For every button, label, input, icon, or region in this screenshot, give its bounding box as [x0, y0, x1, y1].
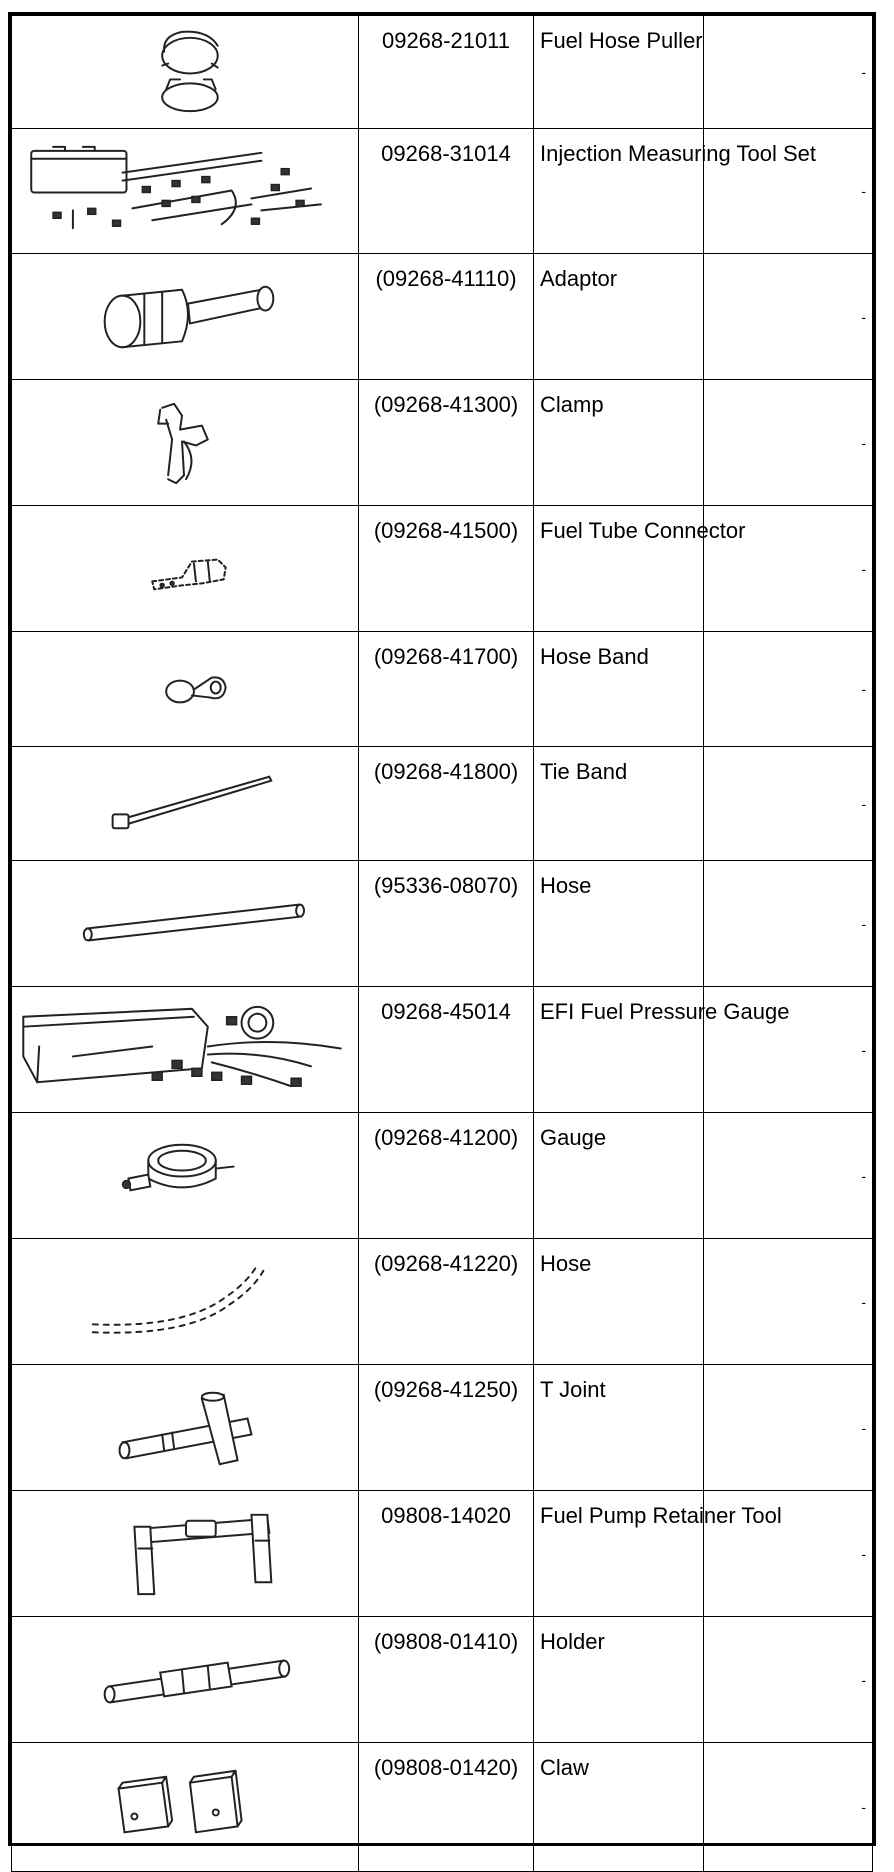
note-mark: - — [861, 1799, 866, 1815]
note-mark: - — [861, 560, 866, 577]
part-number: 09268-45014 — [359, 987, 534, 1113]
injection-measuring-tool-set-illustration — [12, 129, 358, 253]
hose-illustration — [12, 1239, 358, 1364]
note-cell — [703, 1491, 873, 1617]
part-number: (09268-41300) — [359, 380, 534, 506]
table-row — [12, 1743, 873, 1872]
note-cell — [703, 632, 873, 747]
tool-image-cell — [12, 861, 359, 987]
part-number: (09808-01420) — [359, 1743, 534, 1872]
part-number: (09268-41800) — [359, 747, 534, 861]
table-row — [12, 861, 873, 987]
note-mark: - — [861, 681, 866, 697]
t-joint-illustration — [12, 1365, 358, 1490]
note-cell — [703, 1743, 873, 1872]
tool-name: Hose Band — [534, 632, 704, 747]
note-mark: - — [861, 1293, 866, 1310]
tie-band-illustration — [12, 747, 358, 860]
part-number: 09268-31014 — [359, 129, 534, 254]
hose-band-illustration — [12, 632, 358, 746]
tool-image-cell — [12, 987, 359, 1113]
tool-name: T Joint — [534, 1365, 704, 1491]
tool-image-cell — [12, 1743, 359, 1872]
note-mark: - — [861, 915, 866, 932]
part-number: (09268-41500) — [359, 506, 534, 632]
tool-name: Gauge — [534, 1113, 704, 1239]
tool-image-cell — [12, 1113, 359, 1239]
tool-image-cell — [12, 747, 359, 861]
note-cell — [703, 1113, 873, 1239]
part-number: (09268-41700) — [359, 632, 534, 747]
tool-name: Adaptor — [534, 254, 704, 380]
tool-image-cell — [12, 1491, 359, 1617]
efi-fuel-pressure-gauge-illustration — [12, 987, 358, 1112]
tool-name: Claw — [534, 1743, 704, 1872]
tool-name: Tie Band — [534, 747, 704, 861]
fuel-hose-puller-illustration — [12, 16, 358, 128]
tool-image-cell — [12, 506, 359, 632]
tool-image-cell — [12, 1239, 359, 1365]
tools-grid — [11, 15, 873, 1872]
table-row — [12, 16, 873, 129]
note-mark: - — [861, 1545, 866, 1562]
tool-image-cell — [12, 254, 359, 380]
part-number: (95336-08070) — [359, 861, 534, 987]
tool-name: Hose — [534, 861, 704, 987]
tool-name: Injection Measuring Tool Set — [534, 129, 704, 254]
note-cell — [703, 1365, 873, 1491]
table-row — [12, 632, 873, 747]
note-cell — [703, 747, 873, 861]
part-number: (09268-41220) — [359, 1239, 534, 1365]
tool-name: EFI Fuel Pressure Gauge — [534, 987, 704, 1113]
tool-name: Holder — [534, 1617, 704, 1743]
table-row — [12, 1491, 873, 1617]
note-mark: - — [861, 308, 866, 325]
clamp-illustration — [12, 380, 358, 505]
fuel-tube-connector-illustration — [12, 506, 358, 631]
tool-image-cell — [12, 129, 359, 254]
tool-name: Clamp — [534, 380, 704, 506]
tool-image-cell — [12, 16, 359, 129]
note-mark: - — [861, 795, 866, 812]
note-cell — [703, 1239, 873, 1365]
tool-image-cell — [12, 1617, 359, 1743]
note-mark: - — [861, 64, 866, 80]
tool-image-cell — [12, 1365, 359, 1491]
table-row — [12, 987, 873, 1113]
tool-name: Fuel Pump Retainer Tool — [534, 1491, 704, 1617]
table-row — [12, 129, 873, 254]
note-cell — [703, 16, 873, 129]
note-cell — [703, 861, 873, 987]
tool-name: Hose — [534, 1239, 704, 1365]
note-mark: - — [861, 1671, 866, 1688]
note-cell — [703, 506, 873, 632]
note-mark: - — [861, 1419, 866, 1436]
note-mark: - — [861, 183, 866, 199]
table-row — [12, 1113, 873, 1239]
part-number: 09808-14020 — [359, 1491, 534, 1617]
fuel-pump-retainer-tool-illustration — [12, 1491, 358, 1616]
gauge-illustration — [12, 1113, 358, 1238]
table-row — [12, 1239, 873, 1365]
note-mark: - — [861, 1167, 866, 1184]
tool-name: Fuel Hose Puller — [534, 16, 704, 129]
note-mark: - — [861, 1041, 866, 1058]
holder-illustration — [12, 1617, 358, 1742]
part-number: (09268-41110) — [359, 254, 534, 380]
note-cell — [703, 987, 873, 1113]
claw-illustration — [12, 1743, 358, 1871]
note-cell — [703, 254, 873, 380]
tool-image-cell — [12, 632, 359, 747]
part-number: 09268-21011 — [359, 16, 534, 129]
table-row — [12, 506, 873, 632]
table-row — [12, 747, 873, 861]
table-row — [12, 1617, 873, 1743]
table-row — [12, 380, 873, 506]
tool-name: Fuel Tube Connector — [534, 506, 704, 632]
part-number: (09268-41250) — [359, 1365, 534, 1491]
table-row — [12, 254, 873, 380]
note-mark: - — [861, 434, 866, 451]
special-tools-table — [8, 12, 876, 1846]
part-number: (09268-41200) — [359, 1113, 534, 1239]
table-row — [12, 1365, 873, 1491]
part-number: (09808-01410) — [359, 1617, 534, 1743]
note-cell — [703, 1617, 873, 1743]
adaptor-illustration — [12, 254, 358, 379]
note-cell — [703, 129, 873, 254]
tool-image-cell — [12, 380, 359, 506]
hose-illustration — [12, 861, 358, 986]
note-cell — [703, 380, 873, 506]
